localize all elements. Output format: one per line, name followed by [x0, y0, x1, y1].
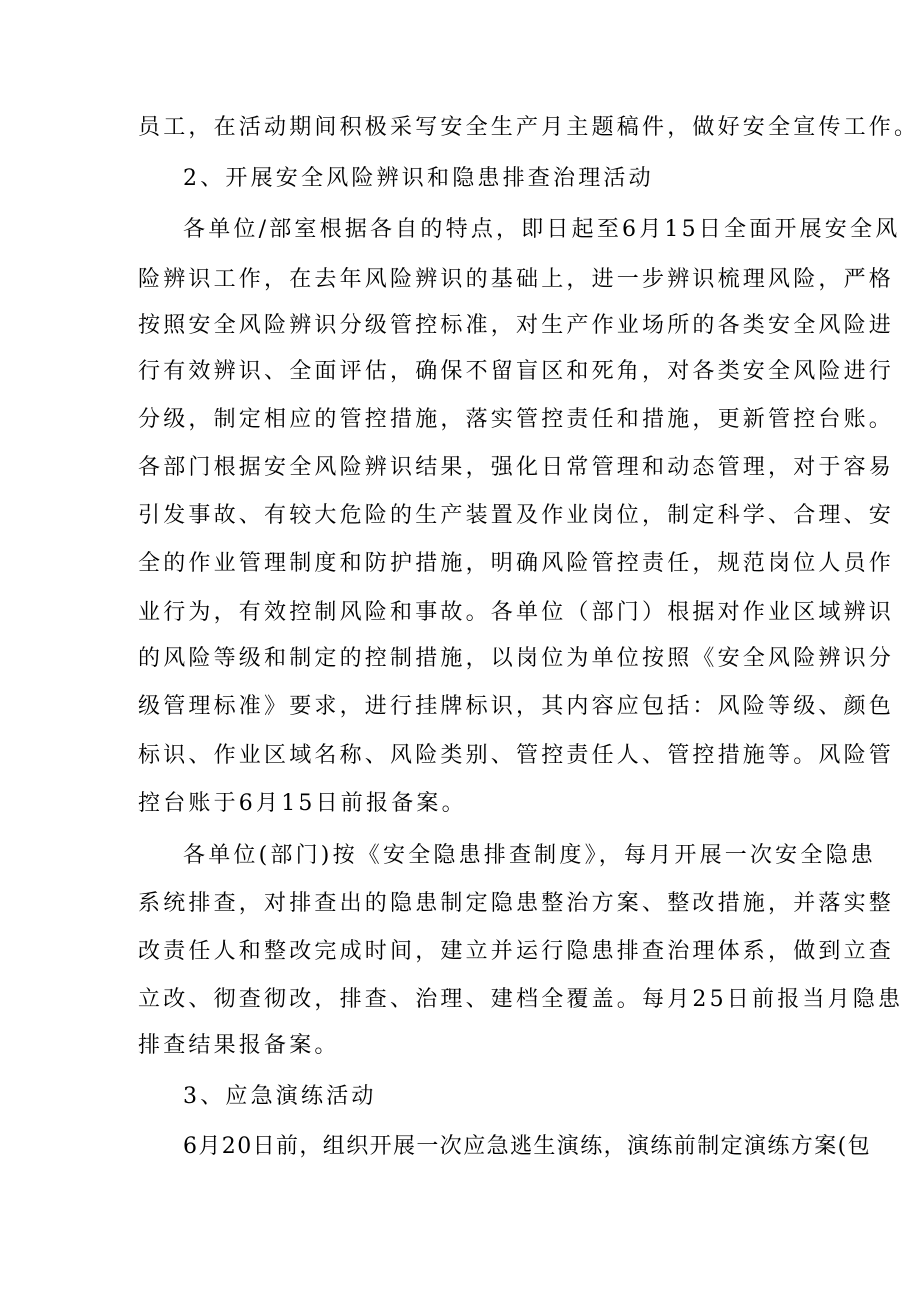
paragraph-line: 级管理标准》要求，进行挂牌标识，其内容应包括：风险等级、颜色: [138, 694, 895, 719]
paragraph-line: 分级，制定相应的管控措施，落实管控责任和措施，更新管控台账。: [138, 407, 895, 432]
paragraph-line: 控台账于6月15日前报备案。: [138, 791, 467, 816]
paragraph-line: 各部门根据安全风险辨识结果，强化日常管理和动态管理，对于容易: [138, 455, 895, 480]
paragraph-line: 引发事故、有较大危险的生产装置及作业岗位，制定科学、合理、安: [138, 503, 895, 528]
paragraph-line: 各单位/部室根据各自的特点，即日起至6月15日全面开展安全风: [183, 217, 901, 242]
paragraph-line: 按照安全风险辨识分级管控标准，对生产作业场所的各类安全风险进: [138, 313, 895, 338]
paragraph-line: 标识、作业区域名称、风险类别、管控责任人、管控措施等。风险管: [138, 743, 895, 768]
paragraph-line: 6月20日前，组织开展一次应急逃生演练，演练前制定演练方案(包: [183, 1134, 871, 1159]
paragraph-line: 排查结果报备案。: [138, 1033, 340, 1058]
paragraph-line: 全的作业管理制度和防护措施，明确风险管控责任，规范岗位人员作: [138, 551, 895, 576]
section-heading: 2、开展安全风险辨识和隐患排查治理活动: [183, 166, 654, 191]
section-heading: 3、应急演练活动: [183, 1084, 377, 1109]
paragraph-line: 行有效辨识、全面评估，确保不留盲区和死角，对各类安全风险进行: [138, 359, 895, 384]
paragraph-line: 的风险等级和制定的控制措施，以岗位为单位按照《安全风险辨识分: [138, 646, 895, 671]
paragraph-line: 各单位(部门)按《安全隐患排查制度》，每月开展一次安全隐患: [183, 843, 876, 868]
paragraph-line: 立改、彻查彻改，排查、治理、建档全覆盖。每月25日前报当月隐患: [138, 987, 904, 1012]
paragraph-line: 改责任人和整改完成时间，建立并运行隐患排查治理体系，做到立查: [138, 939, 895, 964]
paragraph-line: 业行为，有效控制风险和事故。各单位（部门）根据对作业区域辨识: [138, 600, 895, 625]
paragraph-line: 系统排查，对排查出的隐患制定隐患整治方案、整改措施，并落实整: [138, 891, 895, 916]
paragraph-line: 险辨识工作，在去年风险辨识的基础上，进一步辨识梳理风险，严格: [138, 267, 895, 292]
paragraph-line: 员工，在活动期间积极采写安全生产月主题稿件，做好安全宣传工作。: [138, 115, 920, 140]
